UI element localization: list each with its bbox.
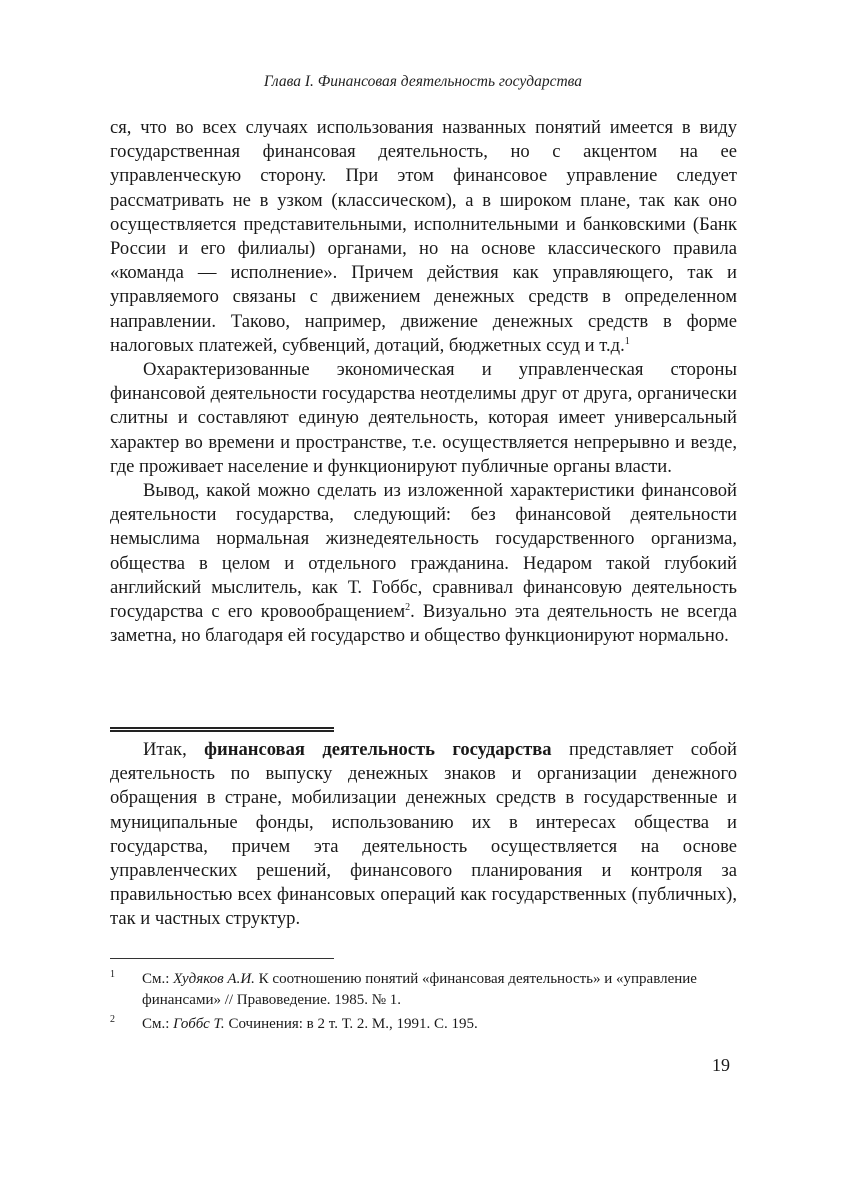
footnote-2: [110, 1014, 737, 1035]
footnote-author: Гоббс Т.: [173, 1016, 225, 1032]
summary-bold-term: финансовая деятельность государства: [204, 739, 552, 760]
paragraph-1-text: ся, что во всех случаях использования названных понятий имеется в виду государственная финансовая деятельность, но с акцентом на ее управленческую сторону. При этом финансовое управление следует рассматривать не в узком (классическом), а в широком плане, так как оно осуществляется представительными, исполнительными и банковскими (Банк России и его филиалы) органами, но на основе классического правила «команда — исполнение». Причем действия как управляющего, так и управляемого связаны с движением денежных средств в определенном направлении. Таково, например, движение денежных средств в форме налоговых платежей, субвенций, дотаций, бюджетных ссуд и т.д.: [110, 117, 737, 356]
footnote-number: 1: [110, 969, 115, 980]
paragraph-1: [110, 116, 737, 358]
footnote-number: 2: [110, 1014, 115, 1025]
footnote-text: Сочинения: в 2 т. Т. 2. М., 1991. С. 195.: [224, 1016, 478, 1032]
footnotes: [110, 969, 737, 1038]
summary-rest: представляет собой деятельность по выпуску денежных знаков и организации денежного обращения в стране, мобилизации денежных средств в государственные и муниципальные фонды, использованию их в интересах общества и государства, причем эта деятельность осуществляется на основе управленческих решений, финансового планирования и контроля за правильностью всех финансовых операций как государственных (публичных), так и частных структур.: [110, 739, 738, 930]
section-divider: [110, 727, 334, 732]
footnote-text: К соотношению понятий «финансовая деятельность» и «управление финансами» // Правоведение. 1985. № 1.: [142, 971, 697, 1008]
summary-paragraph: [110, 738, 737, 932]
footnote-1: [110, 969, 737, 1011]
footnote-author: Худяков А.И.: [173, 971, 255, 987]
paragraph-3: [110, 479, 737, 648]
summary-lead: Итак,: [143, 739, 205, 760]
paragraph-2: Охарактеризованные экономическая и управленческая стороны финансовой деятельности государства неотделимы друг от друга, органически слитны и составляют единую деятельность, которая имеет универсальный характер во времени и пространстве, т.е. осуществляется непрерывно и везде, где проживает население и функционируют публичные органы власти.: [110, 359, 737, 477]
footnote-ref-1: 1: [624, 335, 630, 347]
page-number: 19: [712, 1055, 730, 1075]
paragraph-3-text-a: Вывод, какой можно сделать из изложенной характеристики финансовой деятельности государства, следующий: без финансовой деятельности немыслима нормальная жизнедеятельность государственного организма, общества в целом и отдельного гражданина. Недаром такой глубокий английский мыслитель, как Т. Гоббс, сравнивал финансовую деятельность государства с его кровообращением: [110, 480, 737, 623]
footnote-ref-2: 2: [405, 601, 411, 613]
footnote-prefix: См.:: [142, 971, 174, 987]
footnote-prefix: См.:: [142, 1016, 174, 1032]
running-head: Глава I. Финансовая деятельность государства: [263, 73, 583, 90]
footnote-separator: [110, 958, 334, 959]
paragraph-3-text-b: . Визуально эта деятельность не всегда заметна, но благодаря ей государство и общество функционируют нормально.: [110, 601, 737, 647]
main-text: [110, 116, 737, 648]
